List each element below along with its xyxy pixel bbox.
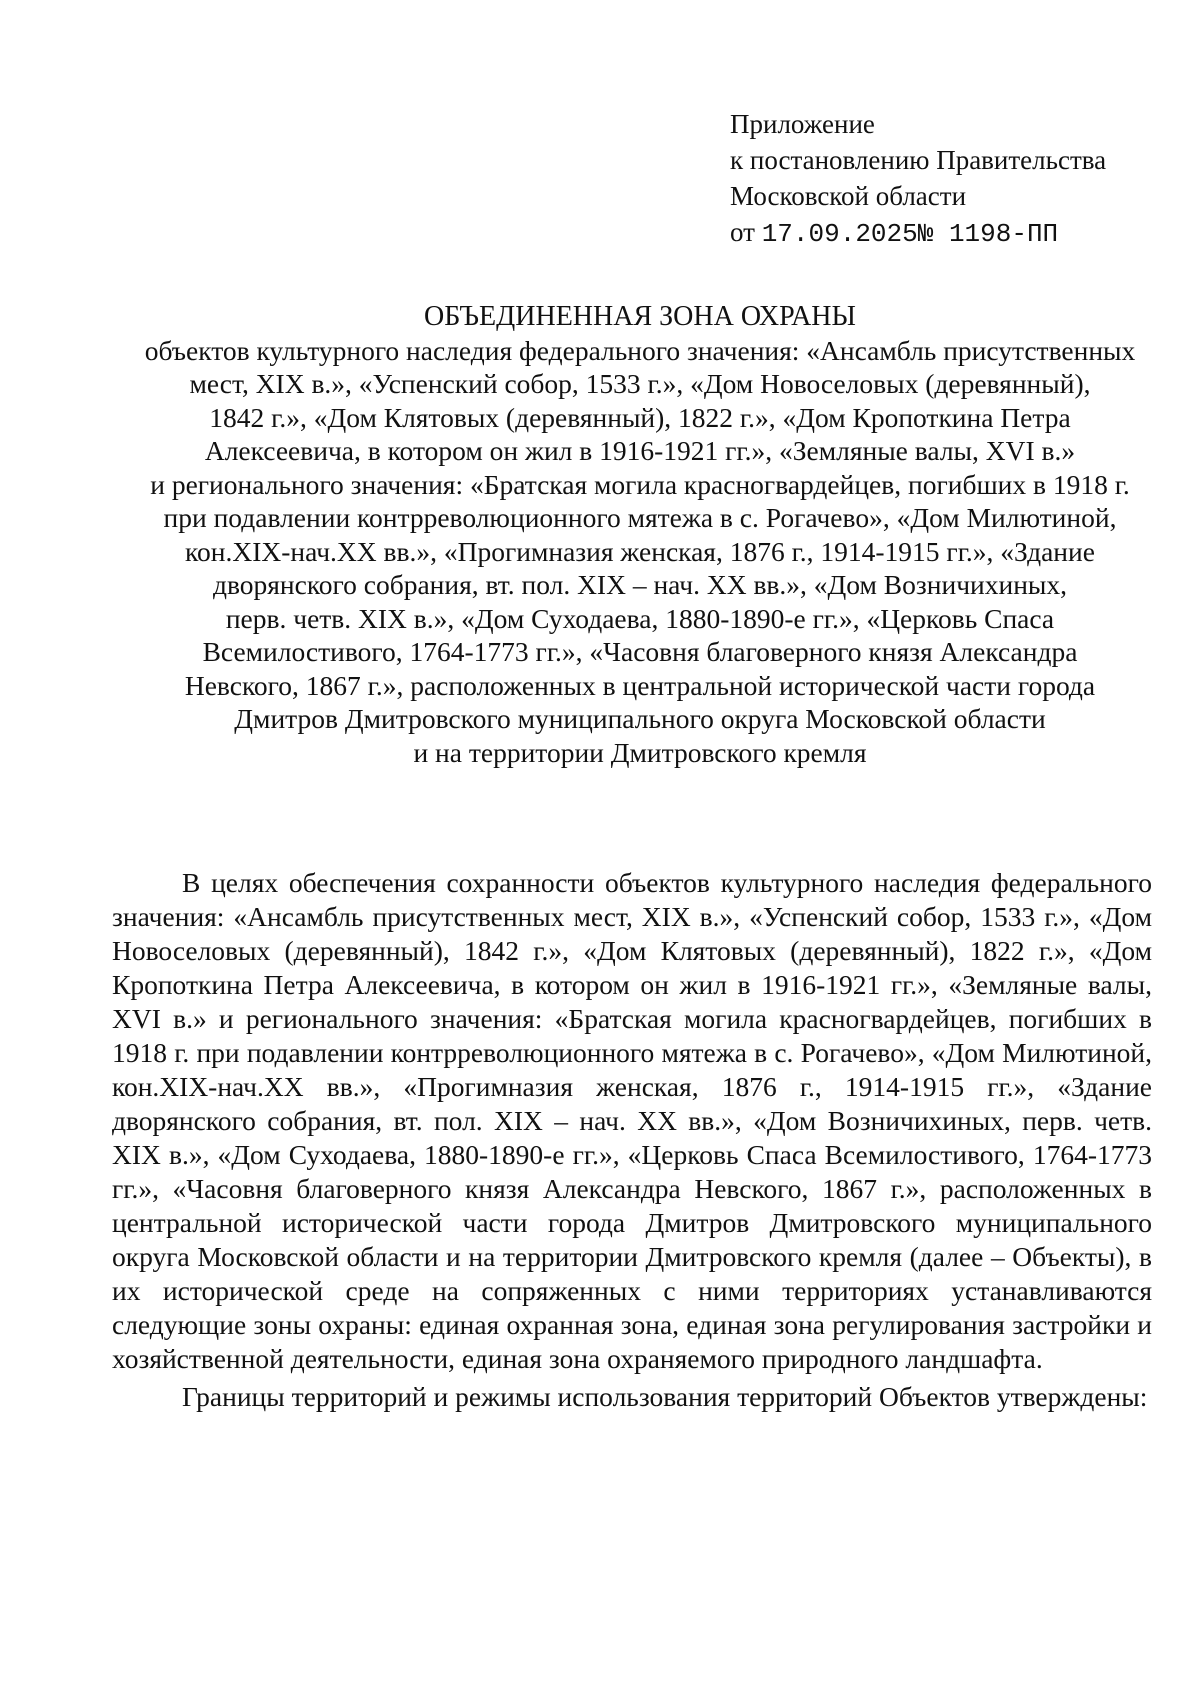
title-line: при подавлении контрреволюционного мятежа в с. Рогачево», «Дом Милютиной, <box>163 502 1117 533</box>
body-paragraph-2: Границы территорий и режимы использования территорий Объектов утверждены: <box>182 1381 1148 1412</box>
title-line: и регионального значения: «Братская могила красногвардейцев, погибших в 1918 г. <box>150 468 1130 500</box>
appendix-reference: к постановлению Правительства <box>730 145 1107 175</box>
title-line: дворянского собрания, вт. пол. XIX – нач. XX вв.», «Дом Возничихиных, <box>212 569 1068 600</box>
title-line: Алексеевича, в котором он жил в 1916-1921 гг.», «Земляные валы, XVI в.» <box>204 435 1076 466</box>
title-line: Дмитров Дмитровского муниципального округа Московской области <box>234 703 1046 734</box>
title-line: Всемилостивого, 1764-1773 гг.», «Часовня благоверного князя Александра <box>202 636 1078 667</box>
title-line: кон.XIX-нач.XX вв.», «Прогимназия женская, 1876 г., 1914-1915 гг.», «Здание <box>185 535 1095 567</box>
title-line: мест, XIX в.», «Успенский собор, 1533 г.», «Дом Новоселовых (деревянный), <box>189 368 1091 399</box>
document-heading: ОБЪЕДИНЕННАЯ ЗОНА ОХРАНЫ <box>424 301 856 332</box>
body-paragraph-1: В целях обеспечения сохранности объектов культурного наследия федерального значения: «Ансамбль присутственных мест, XIX в.», «Успенский собор, 1533 г.», «Дом Новоселовых (деревянный), 1842 г.», «Дом Клятовых (деревянный), 1822 г.», «Дом Кропоткина Петра Алексеевича, в котором он жил в 1916-1921 гг.», «Земляные валы, XVI в.» и регионального значения: «Братская могила красногвардейцев, погибших в 1918 г. при подавлении контрреволюционного мятежа в с. Рогачево», «Дом Милютиной, кон.XIX-нач.XX вв.», «Прогимназия женская, 1876 г., 1914-1915 гг.», «Здание дворянского собрания, вт. пол. XIX – нач. XX вв.», «Дом Возничихиных, перв. четв. XIX в.», «Дом Суходаева, 1880-1890-е гг.», «Церковь Спаса Всемилостивого, 1764-1773 гг.», «Часовня благоверного князя Александра Невского, 1867 г.», расположенных в центральной исторической части города Дмитров Дмитровского муниципального округа Московской области и на территории Дмитровского кремля (далее – Объекты), в их исторической среде на сопряженных с ними территориях устанавливаются следующие зоны охраны: единая охранная зона, единая зона регулирования застройки и хозяйственной деятельности, единая зона охраняемого природного ландшафта. <box>112 867 1152 1374</box>
appendix-block <box>730 106 1170 252</box>
appendix-region: Московской области <box>730 181 967 211</box>
document-title-block <box>112 300 1168 769</box>
appendix-date-prefix: от <box>730 217 755 247</box>
appendix-title: Приложение <box>730 109 875 139</box>
appendix-number: № 1198-ПП <box>917 219 1059 249</box>
appendix-date-number <box>730 214 1170 252</box>
title-line: Невского, 1867 г.», расположенных в центральной исторической части города <box>184 669 1096 701</box>
title-line: 1842 г.», «Дом Клятовых (деревянный), 1822 г.», «Дом Кропоткина Петра <box>209 401 1071 433</box>
appendix-date: 17.09.2025 <box>761 219 918 249</box>
title-line: перв. четв. XIX в.», «Дом Суходаева, 1880-1890-е гг.», «Церковь Спаса <box>225 602 1055 634</box>
document-body <box>112 866 1152 1414</box>
title-line: объектов культурного наследия федерального значения: «Ансамбль присутственных <box>144 334 1136 366</box>
title-line: и на территории Дмитровского кремля <box>413 736 867 768</box>
